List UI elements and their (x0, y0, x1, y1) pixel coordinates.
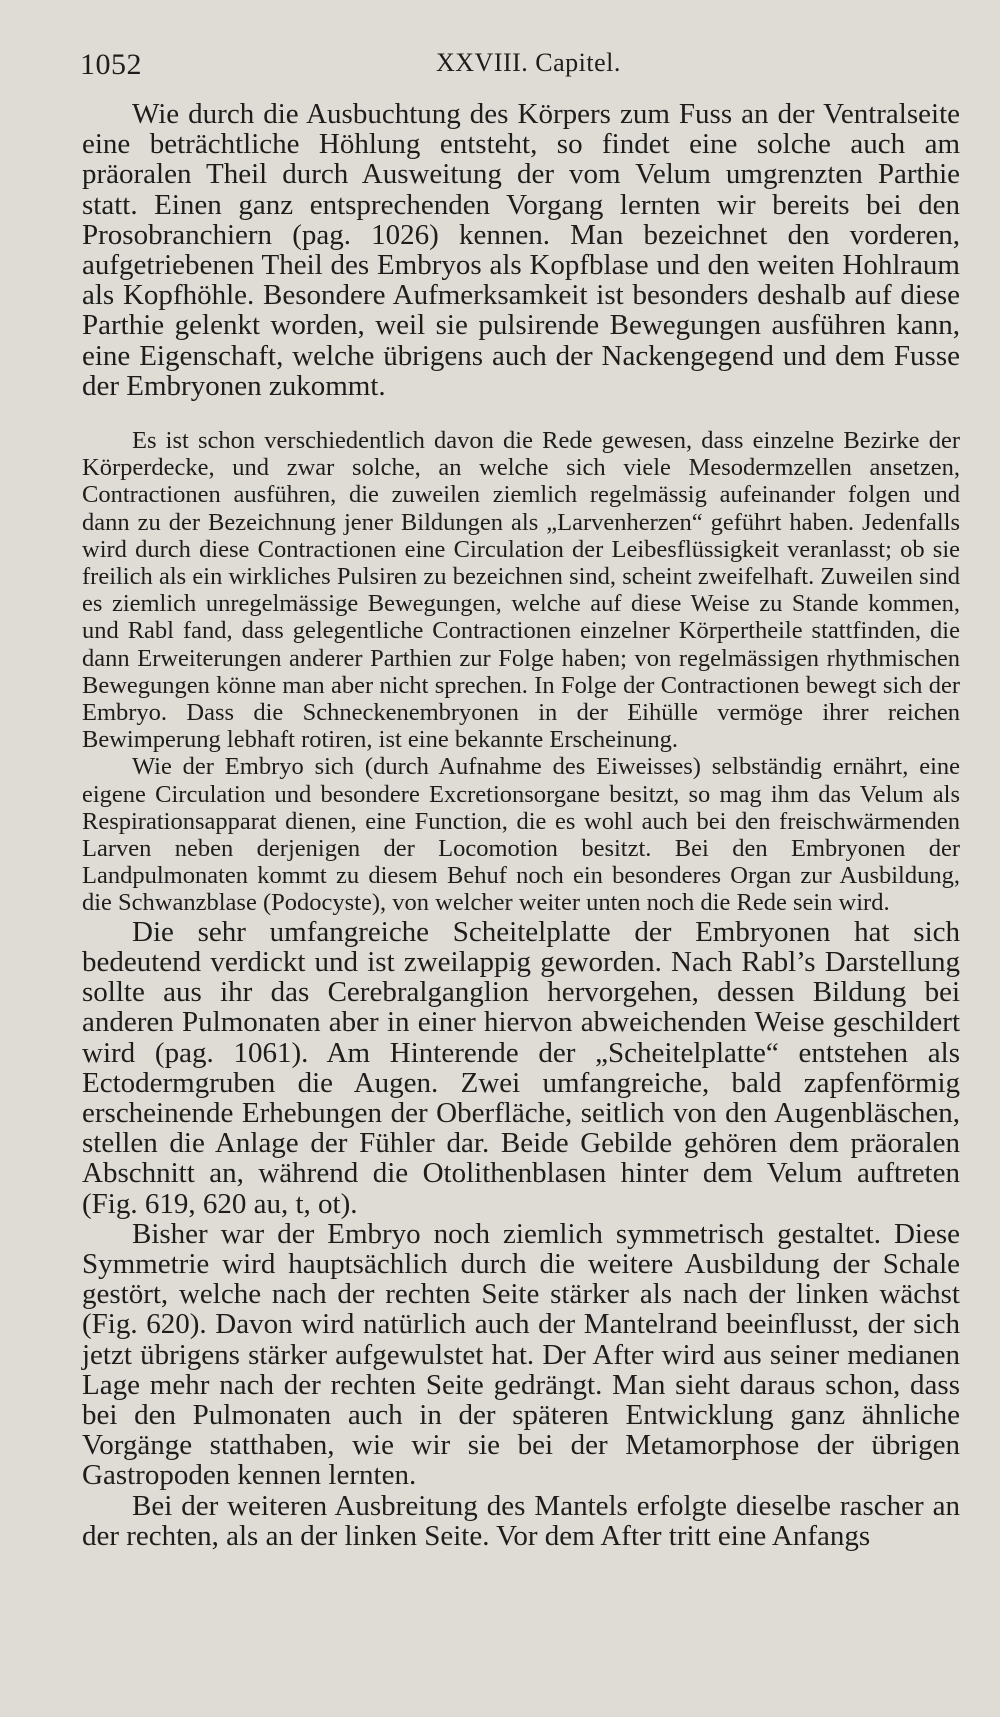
body-text (82, 99, 960, 1551)
paragraph-ernaehrung: Wie der Embryo sich (durch Aufnahme des Eiweisses) selbständig ernährt, eine eigene Circulation und besondere Excretionsorgane besitzt, so mag ihm das Velum als Respirationsapparat dienen, eine Function, die es wohl auch bei den freischwärmenden Larven neben derjenigen der Locomotion besitzt. Bei den Embryonen der Landpulmonaten kommt zu diesem Behuf noch ein besonderes Organ zur Ausbildung, die Schwanzblase (Podocyste), von welcher weiter unten noch die Rede sein wird. (82, 753, 960, 917)
page-header (80, 48, 920, 88)
paragraph-contractionen: Es ist schon verschiedentlich davon die Rede gewesen, dass einzelne Bezirke der Körperdecke, und zwar solche, an welche sich viele Mesodermzellen ansetzen, Contractionen ausführen, die zuweilen ziemlich regelmässig aufeinander folgen und dann zu der Bezeichnung jener Bildungen als „Larvenherzen“ geführt haben. Jedenfalls wird durch diese Contractionen eine Circulation der Leibesflüssigkeit veranlasst; ob sie freilich als ein wirkliches Pulsiren zu bezeichnen sind, scheint zweifelhaft. Zuweilen sind es ziemlich unregelmässige Bewegungen, welche auf diese Weise zu Stande kommen, und Rabl fand, dass gelegentliche Contractionen einzelner Körpertheile stattfinden, die dann Erweiterungen anderer Parthien zur Folge haben; von regelmässigen rhythmischen Bewegungen könne man aber nicht sprechen. In Folge der Contractionen bewegt sich der Embryo. Dass die Schneckenembryonen in der Eihülle vermöge ihrer reichen Bewimperung lebhaft rotiren, ist eine bekannte Erscheinung. (82, 427, 960, 754)
paragraph-gap (82, 401, 960, 427)
paragraph-scheitelplatte: Die sehr umfangreiche Scheitelplatte der Embryonen hat sich bedeutend verdickt und ist zweilappig geworden. Nach Rabl’s Darstellung sollte aus ihr das Cerebralganglion hervorgehen, dessen Bildung bei anderen Pulmonaten aber in einer hiervon abweichenden Weise geschildert wird (pag. 1061). Am Hinterende der „Scheitelplatte“ entstehen als Ectodermgruben die Augen. Zwei umfangreiche, bald zapfenförmig erscheinende Erhebungen der Oberfläche, seitlich von den Augenbläschen, stellen die Anlage der Fühler dar. Beide Gebilde gehören dem präoralen Abschnitt an, während die Otolithenblasen hinter dem Velum auftreten (Fig. 619, 620 au, t, ot). (82, 915, 960, 1220)
paragraph-ausbuchtung: Wie durch die Ausbuchtung des Körpers zum Fuss an der Ventralseite eine beträchtliche Höhlung entsteht, so findet eine solche auch am präoralen Theil durch Ausweitung der vom Velum umgrenzten Parthie statt. Einen ganz entsprechenden Vorgang lernten wir bereits bei den Prosobranchiern (pag. 1026) kennen. Man bezeichnet den vorderen, aufgetriebenen Theil des Embryos als Kopfblase und den weiten Hohlraum als Kopfhöhle. Besondere Aufmerksamkeit ist besonders deshalb auf diese Parthie gelenkt worden, weil sie pulsirende Bewegungen ausführen kann, eine Eigenschaft, welche übrigens auch der Nackengegend und dem Fusse der Embryonen zukommt. (82, 98, 960, 402)
chapter-title: XXVIII. Capitel. (436, 48, 621, 77)
paragraph-mantel: Bei der weiteren Ausbreitung des Mantels erfolgte dieselbe rascher an der rechten, als an der linken Seite. Vor dem After tritt eine Anfangs (82, 1489, 960, 1552)
page-number: 1052 (80, 48, 142, 81)
paragraph-symmetrie: Bisher war der Embryo noch ziemlich symmetrisch gestaltet. Diese Symmetrie wird hauptsächlich durch die weitere Ausbildung der Schale gestört, welche nach der rechten Seite stärker als nach der linken wächst (Fig. 620). Davon wird natürlich auch der Mantelrand beeinflusst, der sich jetzt übrigens stärker aufgewulstet hat. Der After wird aus seiner medianen Lage mehr nach der rechten Seite gedrängt. Man sieht daraus schon, dass bei den Pulmonaten auch in der späteren Entwicklung ganz ähnliche Vorgänge statthaben, wie wir sie bei der Metamorphose der übrigen Gastropoden kennen lernten. (82, 1217, 960, 1492)
